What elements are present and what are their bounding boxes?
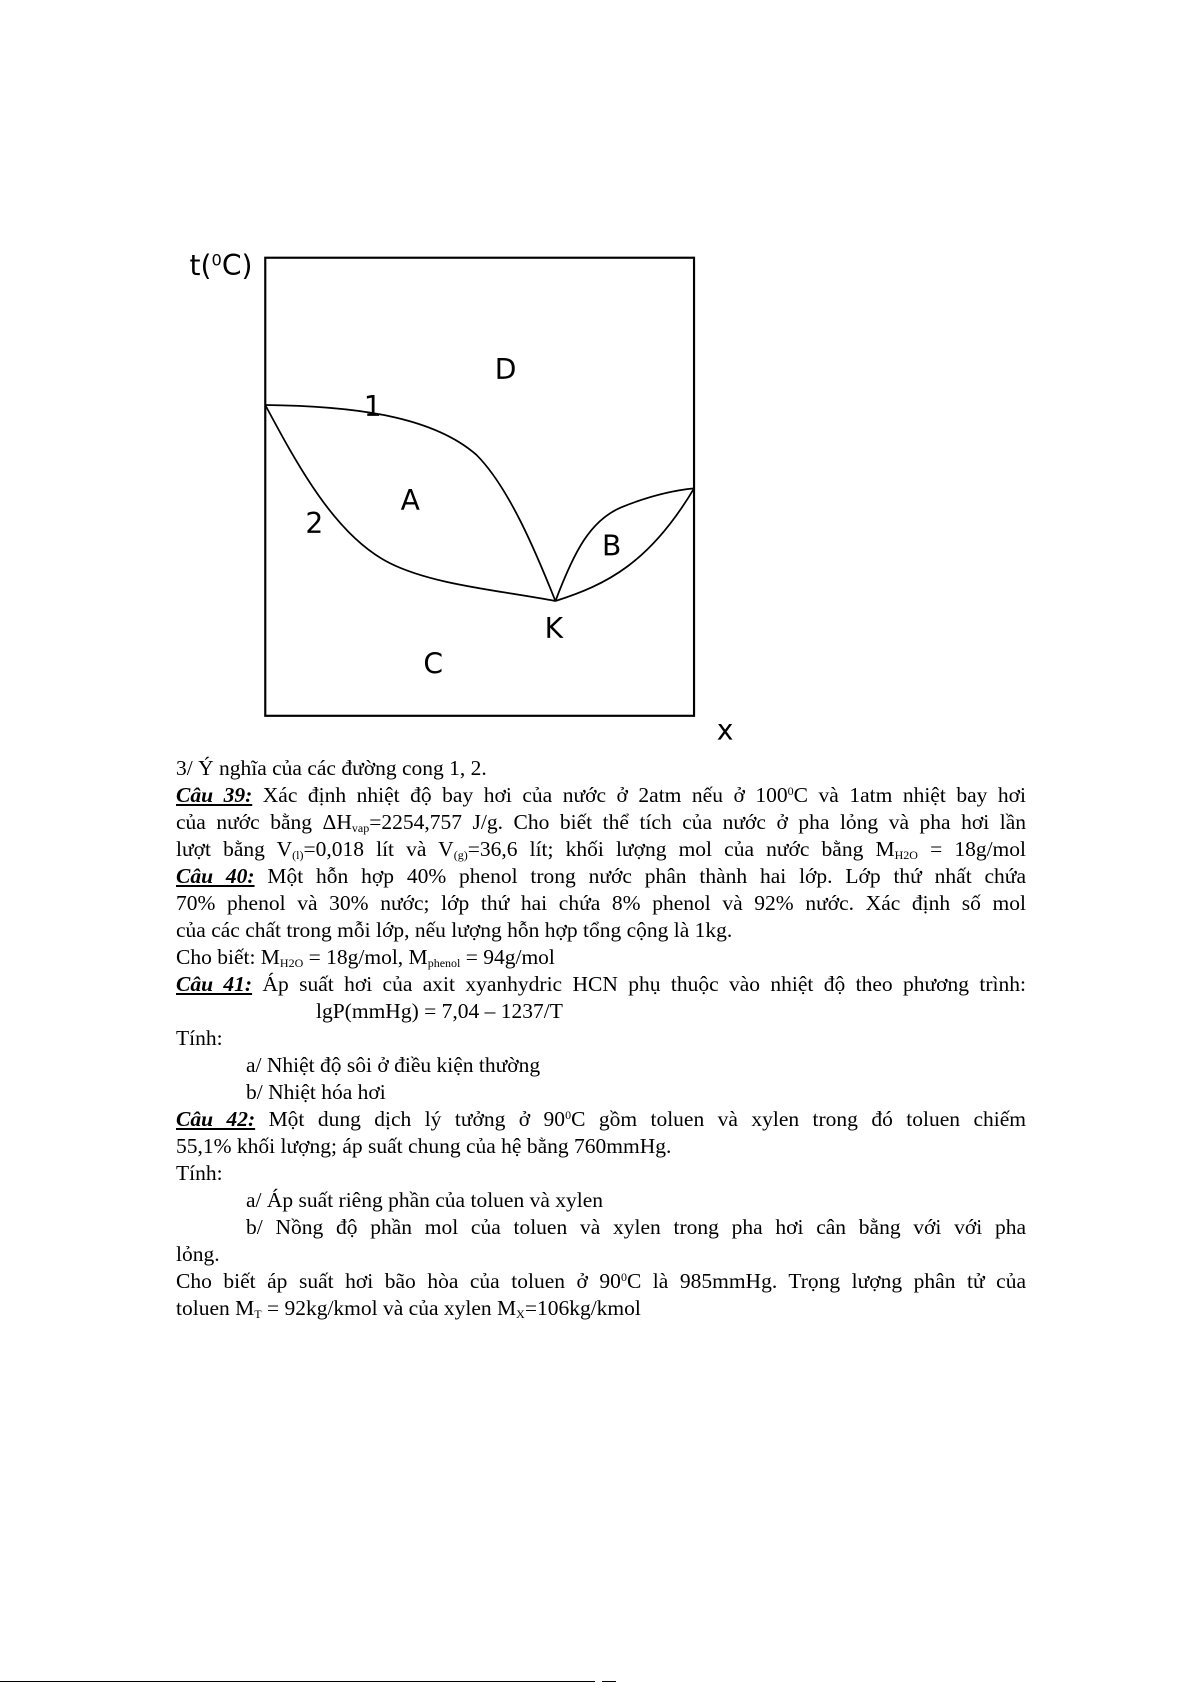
text: lỏng. [176, 1242, 220, 1266]
text: b/ Nồng độ phần mol của toluen và xylen trong pha hơi cân bằng với với pha [246, 1215, 1026, 1239]
cau-42-line [176, 1295, 1026, 1322]
line-3-question [176, 755, 1026, 782]
text: = 18g/mol, M [303, 945, 428, 969]
footer-divider [0, 1681, 595, 1682]
curve-2-label: 2 [305, 506, 324, 540]
cau-42-part-a [176, 1187, 1026, 1214]
diagram-frame [265, 258, 694, 716]
region-b-label: B [601, 529, 622, 563]
cau-42-line [176, 1241, 1026, 1268]
cau-42-line [176, 1133, 1026, 1160]
cau-39-line [176, 782, 1026, 809]
cau-40-heading: Câu 40: [176, 864, 255, 888]
text: = 94g/mol [460, 945, 555, 969]
cau-40-line [176, 890, 1026, 917]
cau-42-part-b [176, 1214, 1026, 1241]
cau-42-line [176, 1106, 1026, 1133]
sub: (l) [292, 848, 304, 862]
text: =0,018 lít và V [303, 837, 454, 861]
text: a/ Áp suất riêng phần của toluen và xylen [246, 1188, 604, 1212]
cau-41-heading: Câu 41: [176, 972, 253, 996]
cau-41-line [176, 971, 1026, 998]
cau-41-line [176, 1025, 1026, 1052]
cau-40-line [176, 944, 1026, 971]
text: Áp suất hơi của axit xyanhydric HCN phụ thuộc vào nhiệt độ theo phương trình: [252, 972, 1026, 996]
curve-b-upper [555, 488, 694, 601]
sup: 0 [620, 1270, 627, 1284]
cau-40-line [176, 917, 1026, 944]
y-axis-label: t($^0$C) [189, 249, 253, 283]
sub: phenol [427, 956, 461, 970]
region-d-label: D [494, 353, 517, 387]
exercise-text [176, 755, 1026, 1322]
point-k-label: K [544, 611, 564, 645]
sub: X [516, 1307, 525, 1321]
sup: 0 [787, 784, 794, 798]
footer-mark [602, 1681, 616, 1682]
sub: H2O [894, 848, 918, 862]
text: = 18g/mol [917, 837, 1027, 861]
text: Tính: [176, 1161, 223, 1185]
text: lgP(mmHg) = 7,04 – 1237/T [316, 999, 563, 1023]
sub: H2O [279, 956, 304, 970]
sub: T [254, 1307, 262, 1321]
text: Tính: [176, 1026, 223, 1050]
sub: vap [351, 821, 370, 835]
text: Xác định nhiệt độ bay hơi của nước ở 2atm nếu ở 100 [252, 783, 788, 807]
sup: 0 [565, 1108, 572, 1122]
text: của nước bằng ΔH [176, 810, 352, 834]
text: C là 985mmHg. Trọng lượng phân tử của [626, 1269, 1026, 1293]
text: C gồm toluen và xylen trong đó toluen chiếm [571, 1107, 1026, 1131]
text: b/ Nhiệt hóa hơi [246, 1080, 386, 1104]
text: Một hỗn hợp 40% phenol trong nước phân thành hai lớp. Lớp thứ nhất chứa [254, 864, 1026, 888]
text: 3/ Ý nghĩa của các đường cong 1, 2. [176, 756, 487, 780]
text: toluen M [176, 1296, 255, 1320]
text: của các chất trong mỗi lớp, nếu lượng hỗn hợp tổng cộng là 1kg. [176, 918, 733, 942]
region-c-label: C [423, 647, 444, 681]
sub: (g) [453, 848, 468, 862]
cau-42-heading: Câu 42: [176, 1107, 256, 1131]
text: lượt bằng V [176, 837, 293, 861]
cau-40-line [176, 863, 1026, 890]
cau-42-line [176, 1160, 1026, 1187]
region-a-label: A [400, 484, 420, 518]
cau-39-heading: Câu 39: [176, 783, 253, 807]
text: =2254,757 J/g. Cho biết thể tích của nước ở pha lỏng và pha hơi lần [369, 810, 1027, 834]
cau-39-line [176, 809, 1026, 836]
text: 55,1% khối lượng; áp suất chung của hệ bằng 760mmHg. [176, 1134, 672, 1158]
text: = 92kg/kmol và của xylen M [261, 1296, 517, 1320]
text: Một dung dịch lý tưởng ở 90 [255, 1107, 566, 1131]
curve-1-label: 1 [363, 389, 382, 423]
cau-39-line [176, 836, 1026, 863]
text: =106kg/kmol [524, 1296, 641, 1320]
text: Cho biết: M [176, 945, 280, 969]
x-axis-label: x [716, 713, 734, 747]
text: =36,6 lít; khối lượng mol của nước bằng M [467, 837, 895, 861]
cau-41-part-a [176, 1052, 1026, 1079]
text: 70% phenol và 30% nước; lớp thứ hai chứa 8% phenol và 92% nước. Xác định số mol [176, 891, 1026, 915]
text: Cho biết áp suất hơi bão hòa của toluen ở 90 [176, 1269, 621, 1293]
text: C và 1atm nhiệt bay hơi [793, 783, 1026, 807]
text: a/ Nhiệt độ sôi ở điều kiện thường [246, 1053, 541, 1077]
cau-41-equation [176, 998, 1026, 1025]
cau-42-line [176, 1268, 1026, 1295]
cau-41-part-b [176, 1079, 1026, 1106]
